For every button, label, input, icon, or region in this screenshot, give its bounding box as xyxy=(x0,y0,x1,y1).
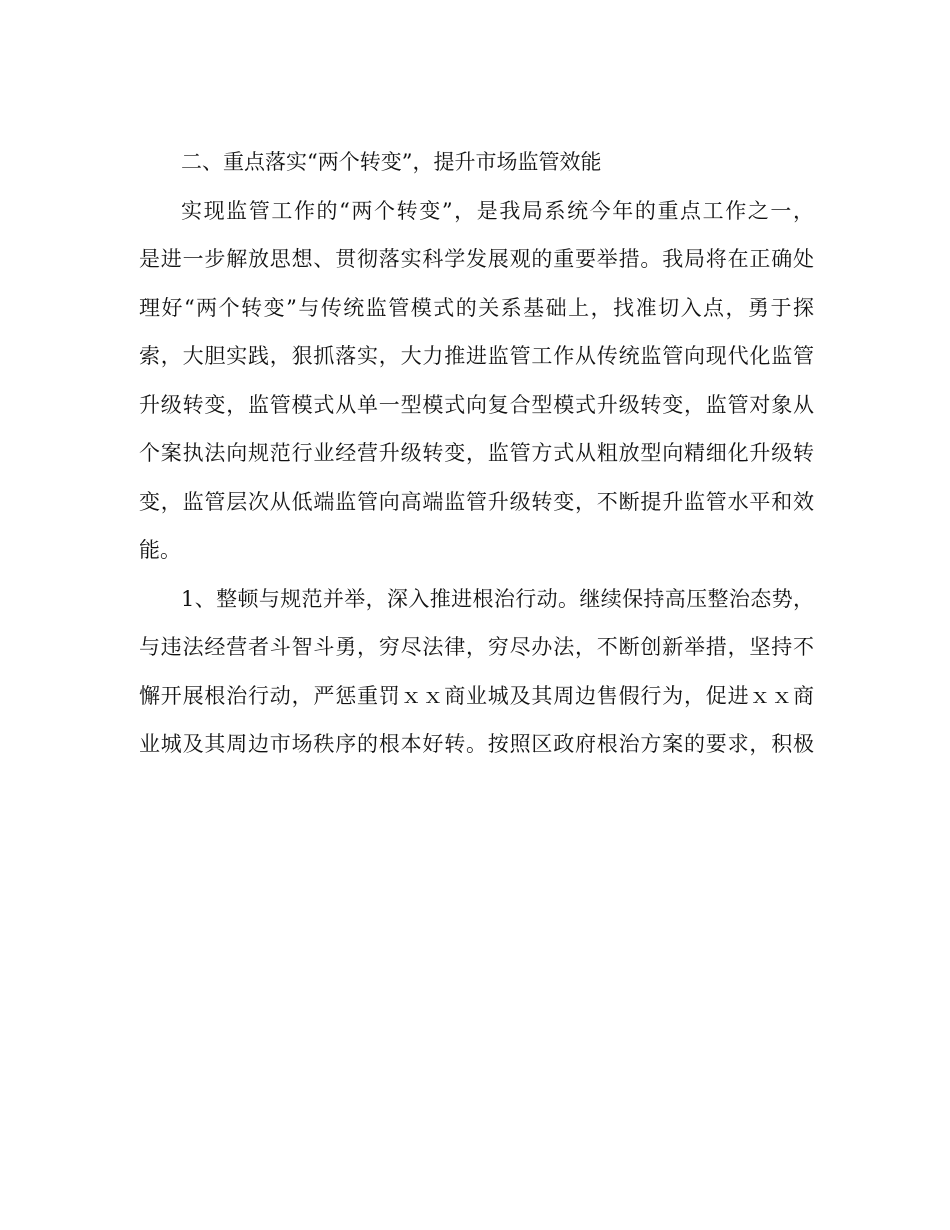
paragraph-line: 1、整顿与规范并举，深入推进根治行动。继续保持高压整治态势， xyxy=(181,586,814,611)
paragraph-line: 变，监管层次从低端监管向高端监管升级转变，不断提升监管水平和效 xyxy=(139,489,814,514)
paragraph-line: 业城及其周边市场秩序的根本好转。按照区政府根治方案的要求，积极 xyxy=(139,732,814,756)
paragraph-line: 能。 xyxy=(139,538,181,562)
paragraph-line: 实现监管工作的“两个转变”，是我局系统今年的重点工作之一， xyxy=(181,198,814,223)
paragraph-line: 升级转变，监管模式从单一型模式向复合型模式升级转变，监管对象从 xyxy=(139,392,814,417)
paragraph-line: 懈开展根治行动，严惩重罚ｘｘ商业城及其周边售假行为，促进ｘｘ商 xyxy=(139,683,814,708)
paragraph-line: 是进一步解放思想、贯彻落实科学发展观的重要举措。我局将在正确处 xyxy=(139,247,814,271)
section-heading: 二、重点落实“两个转变”，提升市场监管效能 xyxy=(181,150,602,174)
paragraph-line: 理好“两个转变”与传统监管模式的关系基础上，找准切入点，勇于探 xyxy=(139,295,814,320)
paragraph-line: 索，大胆实践，狠抓落实，大力推进监管工作从传统监管向现代化监管 xyxy=(139,344,814,368)
paragraph-line: 与违法经营者斗智斗勇，穷尽法律，穷尽办法，不断创新举措，坚持不 xyxy=(139,635,814,659)
paragraph-line: 个案执法向规范行业经营升级转变，监管方式从粗放型向精细化升级转 xyxy=(139,441,814,465)
document-body xyxy=(139,138,814,769)
